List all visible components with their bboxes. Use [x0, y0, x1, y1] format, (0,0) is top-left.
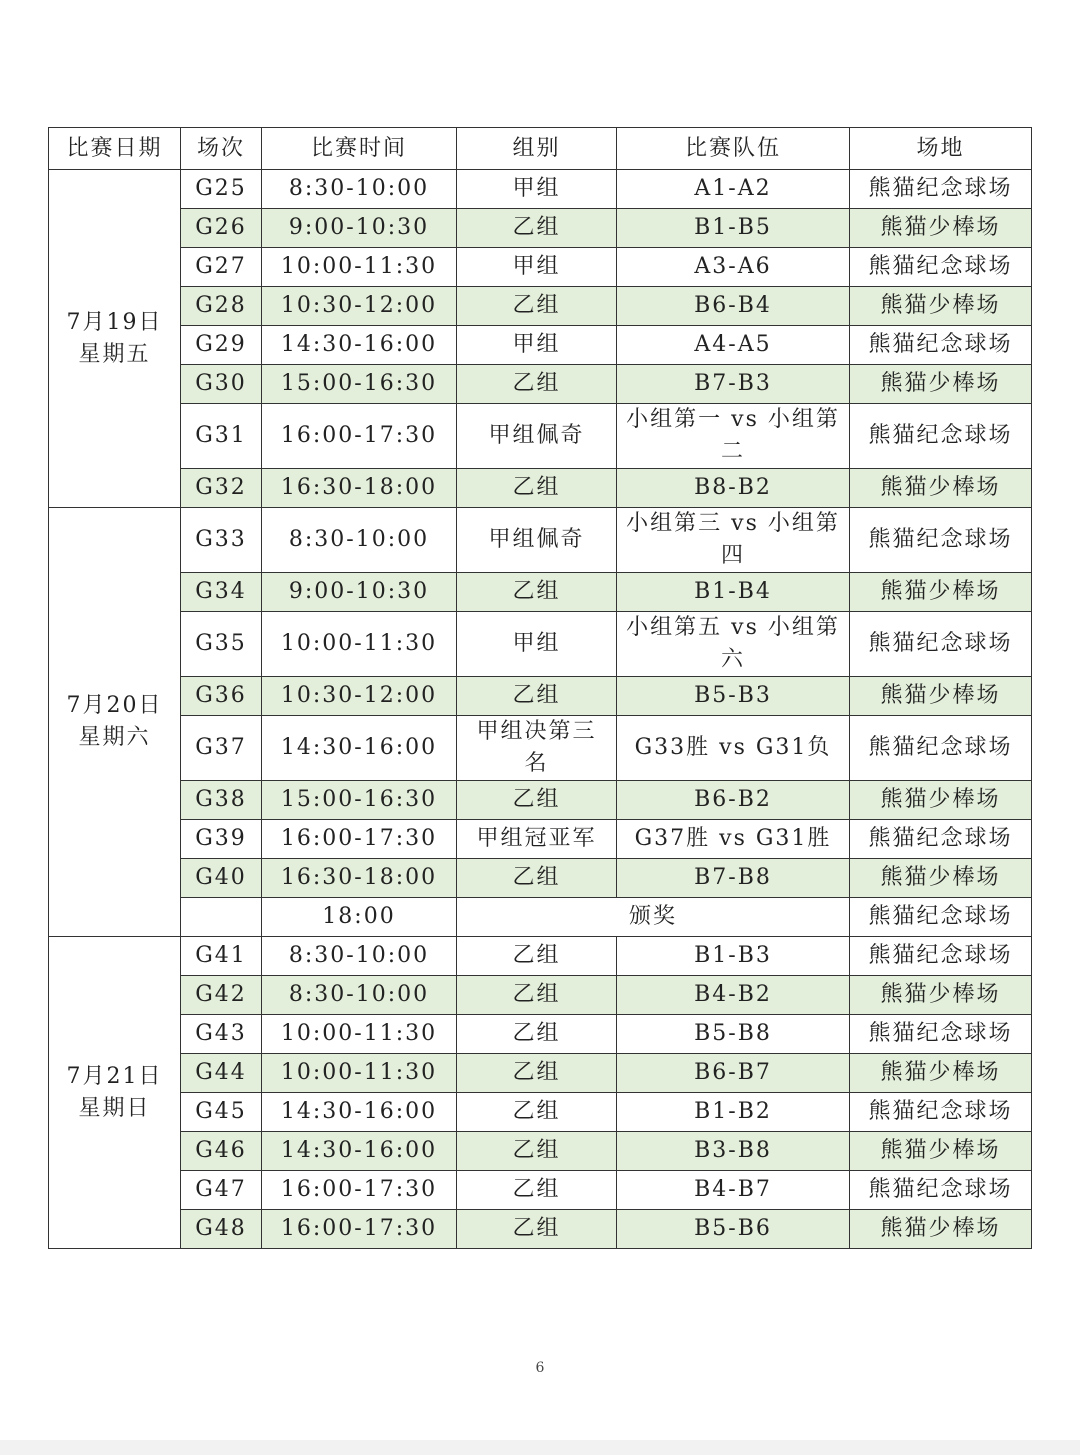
game-cell-text: G45 [195, 1099, 247, 1124]
venue-cell [850, 937, 1032, 976]
time-cell-text: 16:00-17:30 [280, 423, 438, 448]
table-row [49, 1015, 1032, 1054]
group-cell-text: 乙组 [512, 215, 561, 240]
time-cell [262, 781, 457, 820]
time-cell [262, 1132, 457, 1171]
group-cell [457, 937, 617, 976]
time-cell [262, 573, 457, 612]
award-cell [457, 898, 850, 937]
teams-cell-text: B4-B2 [694, 982, 772, 1007]
group-cell-text: 乙组 [512, 982, 561, 1007]
venue-cell [850, 287, 1032, 326]
time-cell [262, 1015, 457, 1054]
group-cell [457, 716, 617, 781]
teams-cell-text: B6-B7 [694, 1060, 772, 1085]
teams-cell-text: B8-B2 [694, 475, 772, 500]
table-row [49, 716, 1032, 781]
teams-cell [617, 508, 850, 573]
venue-cell [850, 1210, 1032, 1249]
time-cell-text: 8:30-10:00 [288, 943, 430, 968]
game-cell-text: G41 [195, 943, 247, 968]
time-cell [262, 820, 457, 859]
venue-cell [850, 248, 1032, 287]
game-cell-text: G40 [195, 865, 247, 890]
game-cell-text: G38 [195, 787, 247, 812]
venue-cell [850, 508, 1032, 573]
venue-cell-text: 熊猫少棒场 [880, 683, 1001, 708]
time-cell-text: 14:30-16:00 [280, 332, 438, 357]
table-row [49, 248, 1032, 287]
teams-cell-text: B5-B3 [694, 683, 772, 708]
time-cell [262, 1093, 457, 1132]
header-group: 组别 [457, 128, 617, 170]
game-cell [181, 859, 262, 898]
group-cell-text: 甲组佩奇 [488, 423, 585, 448]
teams-cell [617, 1054, 850, 1093]
teams-cell-text: A3-A6 [694, 254, 772, 279]
venue-cell-text: 熊猫少棒场 [880, 579, 1001, 604]
game-cell [181, 716, 262, 781]
group-cell-text: 甲组佩奇 [488, 527, 585, 552]
game-cell [181, 820, 262, 859]
group-cell-text: 乙组 [512, 787, 561, 812]
game-cell [181, 508, 262, 573]
group-cell [457, 170, 617, 209]
table-row [49, 859, 1032, 898]
header-venue: 场地 [850, 128, 1032, 170]
teams-cell-text: A1-A2 [694, 176, 772, 201]
group-cell [457, 820, 617, 859]
group-cell [457, 248, 617, 287]
time-cell-text: 18:00 [322, 904, 396, 929]
venue-cell [850, 573, 1032, 612]
game-cell [181, 209, 262, 248]
date-text: 7月21日 [66, 1063, 163, 1089]
table-row [49, 469, 1032, 508]
group-cell [457, 976, 617, 1015]
game-cell [181, 781, 262, 820]
game-cell-text: G48 [195, 1216, 247, 1241]
table-row [49, 365, 1032, 404]
table-row [49, 326, 1032, 365]
venue-cell-text: 熊猫纪念球场 [868, 423, 1013, 448]
group-cell [457, 1015, 617, 1054]
time-cell-text: 16:00-17:30 [280, 826, 438, 851]
teams-cell [617, 209, 850, 248]
game-cell [181, 1054, 262, 1093]
venue-cell [850, 365, 1032, 404]
group-cell-text: 乙组 [512, 1177, 561, 1202]
time-cell-text: 10:00-11:30 [280, 1021, 438, 1046]
teams-cell-text: B6-B4 [694, 293, 772, 318]
table-row [49, 781, 1032, 820]
group-cell [457, 365, 617, 404]
time-cell-text: 16:00-17:30 [280, 1177, 438, 1202]
game-cell-text: G44 [195, 1060, 247, 1085]
teams-cell [617, 287, 850, 326]
venue-cell [850, 209, 1032, 248]
header-time: 比赛时间 [262, 128, 457, 170]
venue-cell [850, 612, 1032, 677]
game-cell-text: G46 [195, 1138, 247, 1163]
game-cell-text: G39 [195, 826, 247, 851]
weekday-text: 星期五 [78, 341, 151, 367]
group-cell [457, 404, 617, 469]
venue-cell-text: 熊猫纪念球场 [868, 254, 1013, 279]
game-cell-text: G29 [195, 332, 247, 357]
page-bottom-strip [0, 1440, 1080, 1455]
teams-cell-text: B1-B5 [694, 215, 772, 240]
group-cell-text: 甲组 [512, 631, 561, 656]
venue-cell [850, 1171, 1032, 1210]
game-cell-text: G36 [195, 683, 247, 708]
time-cell-text: 10:00-11:30 [280, 1060, 438, 1085]
header-date: 比赛日期 [49, 128, 181, 170]
teams-cell [617, 677, 850, 716]
game-cell-text: G25 [195, 176, 247, 201]
game-cell [181, 1210, 262, 1249]
group-cell [457, 677, 617, 716]
game-cell [181, 937, 262, 976]
game-cell-text: G37 [195, 735, 247, 760]
venue-cell [850, 1093, 1032, 1132]
teams-cell-text: G37胜 vs G31胜 [634, 826, 832, 851]
table-row [49, 937, 1032, 976]
time-cell [262, 209, 457, 248]
teams-cell [617, 573, 850, 612]
table-row [49, 677, 1032, 716]
group-cell [457, 326, 617, 365]
game-cell-text: G42 [195, 982, 247, 1007]
weekday-text: 星期日 [78, 1095, 151, 1121]
game-cell-text: G27 [195, 254, 247, 279]
group-cell-text: 乙组 [512, 1099, 561, 1124]
teams-cell-text: B5-B6 [694, 1216, 772, 1241]
venue-cell-text: 熊猫纪念球场 [868, 176, 1013, 201]
group-cell [457, 781, 617, 820]
group-cell [457, 1171, 617, 1210]
date-cell [49, 170, 181, 508]
time-cell [262, 937, 457, 976]
game-cell-text: G30 [195, 371, 247, 396]
game-cell [181, 170, 262, 209]
teams-cell [617, 326, 850, 365]
game-cell-text: G28 [195, 293, 247, 318]
header-game: 场次 [181, 128, 262, 170]
teams-cell-text: 小组第三 vs 小组第四 [626, 511, 840, 568]
time-cell-text: 9:00-10:30 [288, 579, 430, 604]
teams-cell-text: B1-B4 [694, 579, 772, 604]
time-cell [262, 716, 457, 781]
date-cell [49, 508, 181, 937]
venue-cell-text: 熊猫纪念球场 [868, 1099, 1013, 1124]
venue-cell [850, 898, 1032, 937]
table-row [49, 170, 1032, 209]
time-cell-text: 8:30-10:00 [288, 982, 430, 1007]
time-cell-text: 8:30-10:00 [288, 527, 430, 552]
table-row [49, 1093, 1032, 1132]
group-cell-text: 甲组决第三名 [476, 719, 597, 776]
venue-cell-text: 熊猫少棒场 [880, 1216, 1001, 1241]
game-cell-text: G35 [195, 631, 247, 656]
game-cell [181, 1171, 262, 1210]
game-cell [181, 1093, 262, 1132]
venue-cell [850, 404, 1032, 469]
venue-cell-text: 熊猫纪念球场 [868, 943, 1013, 968]
time-cell-text: 10:00-11:30 [280, 631, 438, 656]
group-cell-text: 乙组 [512, 371, 561, 396]
schedule-table [48, 127, 1032, 1249]
time-cell [262, 1054, 457, 1093]
venue-cell-text: 熊猫纪念球场 [868, 735, 1013, 760]
venue-cell-text: 熊猫纪念球场 [868, 1177, 1013, 1202]
table-row [49, 898, 1032, 937]
venue-cell [850, 1015, 1032, 1054]
teams-cell [617, 1171, 850, 1210]
date-text: 7月20日 [66, 693, 163, 718]
time-cell [262, 365, 457, 404]
time-cell-text: 15:00-16:30 [280, 371, 438, 396]
time-cell [262, 1210, 457, 1249]
time-cell [262, 859, 457, 898]
group-cell-text: 乙组 [512, 1216, 561, 1241]
teams-cell [617, 781, 850, 820]
teams-cell-text: B7-B8 [694, 865, 772, 890]
game-cell [181, 976, 262, 1015]
venue-cell [850, 170, 1032, 209]
venue-cell-text: 熊猫少棒场 [880, 787, 1001, 812]
time-cell [262, 404, 457, 469]
time-cell [262, 976, 457, 1015]
venue-cell [850, 859, 1032, 898]
teams-cell [617, 365, 850, 404]
venue-cell-text: 熊猫少棒场 [880, 293, 1001, 318]
group-cell-text: 乙组 [512, 683, 561, 708]
table-row [49, 612, 1032, 677]
date-text: 7月19日 [66, 309, 163, 335]
group-cell [457, 1054, 617, 1093]
time-cell-text: 14:30-16:00 [280, 1138, 438, 1163]
group-cell-text: 乙组 [512, 1138, 561, 1163]
venue-cell-text: 熊猫少棒场 [880, 475, 1001, 500]
game-cell-text: G43 [195, 1021, 247, 1046]
group-cell-text: 甲组 [512, 254, 561, 279]
header-row [49, 128, 1032, 170]
teams-cell [617, 612, 850, 677]
game-cell [181, 365, 262, 404]
teams-cell [617, 170, 850, 209]
game-cell-text: G33 [195, 527, 247, 552]
venue-cell [850, 1132, 1032, 1171]
group-cell [457, 1210, 617, 1249]
venue-cell [850, 781, 1032, 820]
group-cell-text: 乙组 [512, 293, 561, 318]
time-cell [262, 898, 457, 937]
table-row [49, 573, 1032, 612]
group-cell-text: 乙组 [512, 579, 561, 604]
time-cell [262, 677, 457, 716]
teams-cell-text: G33胜 vs G31负 [634, 735, 832, 760]
venue-cell [850, 1054, 1032, 1093]
teams-cell-text: B4-B7 [694, 1177, 772, 1202]
table-row [49, 1210, 1032, 1249]
teams-cell-text: B7-B3 [694, 371, 772, 396]
group-cell-text: 甲组 [512, 332, 561, 357]
game-cell [181, 1015, 262, 1054]
time-cell-text: 10:30-12:00 [280, 293, 438, 318]
table-row [49, 976, 1032, 1015]
game-cell [181, 469, 262, 508]
teams-cell [617, 248, 850, 287]
weekday-text: 星期六 [78, 725, 151, 750]
teams-cell [617, 859, 850, 898]
time-cell [262, 287, 457, 326]
group-cell-text: 乙组 [512, 475, 561, 500]
time-cell-text: 8:30-10:00 [288, 176, 430, 201]
group-cell-text: 甲组 [512, 176, 561, 201]
venue-cell [850, 716, 1032, 781]
group-cell [457, 209, 617, 248]
game-cell [181, 612, 262, 677]
table-row [49, 209, 1032, 248]
time-cell [262, 170, 457, 209]
game-cell [181, 248, 262, 287]
game-cell [181, 326, 262, 365]
time-cell-text: 15:00-16:30 [280, 787, 438, 812]
game-cell-text: G32 [195, 475, 247, 500]
game-cell [181, 573, 262, 612]
group-cell-text: 乙组 [512, 865, 561, 890]
venue-cell-text: 熊猫纪念球场 [868, 826, 1013, 851]
group-cell [457, 1093, 617, 1132]
teams-cell [617, 1093, 850, 1132]
header-teams: 比赛队伍 [617, 128, 850, 170]
teams-cell-text: 小组第五 vs 小组第六 [626, 615, 840, 672]
game-cell-text: G26 [195, 215, 247, 240]
time-cell-text: 16:30-18:00 [280, 865, 438, 890]
teams-cell-text: B1-B3 [694, 943, 772, 968]
venue-cell-text: 熊猫少棒场 [880, 865, 1001, 890]
group-cell-text: 乙组 [512, 1060, 561, 1085]
teams-cell [617, 1132, 850, 1171]
teams-cell [617, 976, 850, 1015]
time-cell-text: 16:00-17:30 [280, 1216, 438, 1241]
game-cell [181, 1132, 262, 1171]
table-row [49, 287, 1032, 326]
group-cell-text: 甲组冠亚军 [476, 826, 597, 851]
time-cell-text: 10:30-12:00 [280, 683, 438, 708]
date-cell [49, 937, 181, 1249]
venue-cell-text: 熊猫少棒场 [880, 215, 1001, 240]
time-cell-text: 10:00-11:30 [280, 254, 438, 279]
group-cell [457, 859, 617, 898]
venue-cell [850, 326, 1032, 365]
page-number: 6 [535, 1360, 545, 1376]
teams-cell-text: B6-B2 [694, 787, 772, 812]
venue-cell-text: 熊猫少棒场 [880, 1060, 1001, 1085]
table-row [49, 404, 1032, 469]
venue-cell-text: 熊猫少棒场 [880, 1138, 1001, 1163]
time-cell-text: 9:00-10:30 [288, 215, 430, 240]
game-cell-text: G47 [195, 1177, 247, 1202]
teams-cell-text: 小组第一 vs 小组第二 [626, 407, 840, 464]
venue-cell-text: 熊猫纪念球场 [868, 904, 1013, 929]
venue-cell-text: 熊猫少棒场 [880, 371, 1001, 396]
teams-cell [617, 1015, 850, 1054]
time-cell-text: 14:30-16:00 [280, 735, 438, 760]
teams-cell [617, 716, 850, 781]
table-row [49, 1132, 1032, 1171]
time-cell [262, 469, 457, 508]
time-cell-text: 14:30-16:00 [280, 1099, 438, 1124]
game-cell [181, 898, 262, 937]
teams-cell [617, 820, 850, 859]
time-cell [262, 248, 457, 287]
time-cell [262, 508, 457, 573]
group-cell [457, 508, 617, 573]
group-cell [457, 287, 617, 326]
teams-cell [617, 1210, 850, 1249]
group-cell [457, 469, 617, 508]
venue-cell [850, 469, 1032, 508]
game-cell-text: G31 [195, 423, 247, 448]
table-row [49, 1171, 1032, 1210]
teams-cell-text: B1-B2 [694, 1099, 772, 1124]
award-cell-text: 颁奖 [628, 904, 677, 929]
group-cell [457, 612, 617, 677]
venue-cell [850, 677, 1032, 716]
game-cell-text: G34 [195, 579, 247, 604]
teams-cell-text: B5-B8 [694, 1021, 772, 1046]
time-cell [262, 326, 457, 365]
table-row [49, 820, 1032, 859]
time-cell-text: 16:30-18:00 [280, 475, 438, 500]
venue-cell-text: 熊猫少棒场 [880, 982, 1001, 1007]
time-cell [262, 612, 457, 677]
teams-cell [617, 937, 850, 976]
group-cell [457, 573, 617, 612]
teams-cell-text: A4-A5 [694, 332, 772, 357]
venue-cell-text: 熊猫纪念球场 [868, 1021, 1013, 1046]
group-cell-text: 乙组 [512, 943, 561, 968]
venue-cell-text: 熊猫纪念球场 [868, 631, 1013, 656]
venue-cell-text: 熊猫纪念球场 [868, 527, 1013, 552]
game-cell [181, 287, 262, 326]
venue-cell [850, 820, 1032, 859]
teams-cell [617, 404, 850, 469]
time-cell [262, 1171, 457, 1210]
group-cell-text: 乙组 [512, 1021, 561, 1046]
venue-cell-text: 熊猫纪念球场 [868, 332, 1013, 357]
game-cell [181, 404, 262, 469]
group-cell [457, 1132, 617, 1171]
teams-cell-text: B3-B8 [694, 1138, 772, 1163]
game-cell [181, 677, 262, 716]
table-row [49, 508, 1032, 573]
venue-cell [850, 976, 1032, 1015]
table-row [49, 1054, 1032, 1093]
teams-cell [617, 469, 850, 508]
